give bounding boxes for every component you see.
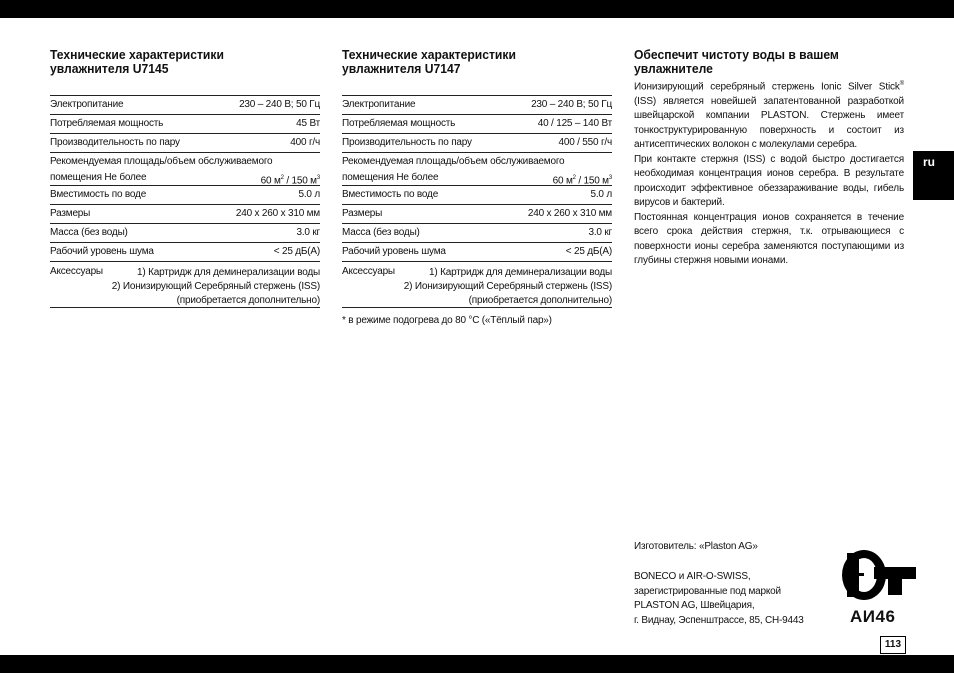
spec-row: Электропитание 230 – 240 В; 50 Гц bbox=[342, 96, 612, 115]
iss-paragraph-1: Ионизирующий серебряный стержень Ionic Silver Stick® (ISS) является новейшей запатентованной разработкой швейцарской компании PLASTON. Стержень имеет тонкоструктурированную поверхность и состоит из антисептических волокон с молекулами серебра. bbox=[634, 81, 904, 151]
spec-row-accessories: Аксессуары 1) Картридж для деминерализации воды 2) Ионизирующий Серебряный стержень (ISS) (приобретается дополнительно) bbox=[342, 262, 612, 308]
iss-paragraph-3: Постоянная концентрация ионов сохраняется в течение всего срока действия стержня, т.к. отрывающиеся с поверхности ионы серебра заменяются поступающими из глубины стержня новыми ионами. bbox=[634, 211, 904, 267]
spec-row-accessories: Аксессуары 1) Картридж для деминерализации воды 2) Ионизирующий Серебряный стержень (ISS) (приобретается дополнительно) bbox=[50, 262, 320, 308]
spec-title-u7147: Технические характеристики увлажнителя U7147 bbox=[342, 47, 516, 76]
iss-title: Обеспечит чистоту воды в вашем увлажнителе bbox=[634, 47, 839, 76]
spec-table-u7145 bbox=[50, 95, 320, 308]
certification-code: АИ46 bbox=[850, 607, 896, 626]
iss-paragraph-2: При контакте стержня (ISS) с водой быстро достигается необходимая концентрация ионов серебра. В результате происходит эффективное обеззараживание воды, гибель вирусов и бактерий. bbox=[634, 153, 904, 209]
footnote: * в режиме подогрева до 80 °C («Тёплый пар») bbox=[342, 315, 552, 326]
spec-row: Масса (без воды) 3.0 кг bbox=[50, 224, 320, 243]
iss-description-column bbox=[634, 48, 904, 269]
top-black-bar bbox=[0, 0, 954, 18]
spec-title-u7145: Технические характеристики увлажнителя U7145 bbox=[50, 47, 224, 76]
spec-table-u7147 bbox=[342, 95, 612, 308]
spec-row: Масса (без воды) 3.0 кг bbox=[342, 224, 612, 243]
spec-column-u7147 bbox=[342, 48, 612, 326]
language-tab: ru bbox=[913, 151, 954, 200]
spec-row: Размеры 240 x 260 x 310 мм bbox=[50, 205, 320, 224]
page-number: 113 bbox=[880, 636, 906, 654]
spec-row: Электропитание 230 – 240 В; 50 Гц bbox=[50, 96, 320, 115]
manufacturer-line: Изготовитель: «Plaston AG» bbox=[634, 541, 758, 552]
spec-row: Рекомендуемая площадь/объем обслуживаемого помещения Не более 60 $м^2 / 150$ $м^3$ bbox=[50, 153, 320, 186]
spec-row: Рабочий уровень шума < 25 дБ(А) bbox=[342, 243, 612, 262]
spec-row: Рабочий уровень шума < 25 дБ(А) bbox=[50, 243, 320, 262]
brands-block: BONECO и AIR-O-SWISS, зарегистрированные под маркой PLASTON AG, Швейцария, г. Виднау, Эспенштрассе, 85, CH-9443 bbox=[634, 571, 804, 626]
spec-row: Вместимость по воде 5.0 л bbox=[50, 186, 320, 205]
spec-row: Вместимость по воде 5.0 л bbox=[342, 186, 612, 205]
bottom-black-bar bbox=[0, 655, 954, 673]
spec-row: Размеры 240 x 260 x 310 мм bbox=[342, 205, 612, 224]
spec-row: Потребляемая мощность 45 Вт bbox=[50, 115, 320, 134]
spec-row: Производительность по пару 400 / 550 г/ч bbox=[342, 134, 612, 153]
spec-row: Потребляемая мощность 40 / 125 – 140 Вт bbox=[342, 115, 612, 134]
spec-row: Рекомендуемая площадь/объем обслуживаемого помещения Не более 60 $м^2 / 150$ $м^3$ bbox=[342, 153, 612, 186]
spec-column-u7145 bbox=[50, 48, 320, 308]
spec-row: Производительность по пару 400 г/ч bbox=[50, 134, 320, 153]
